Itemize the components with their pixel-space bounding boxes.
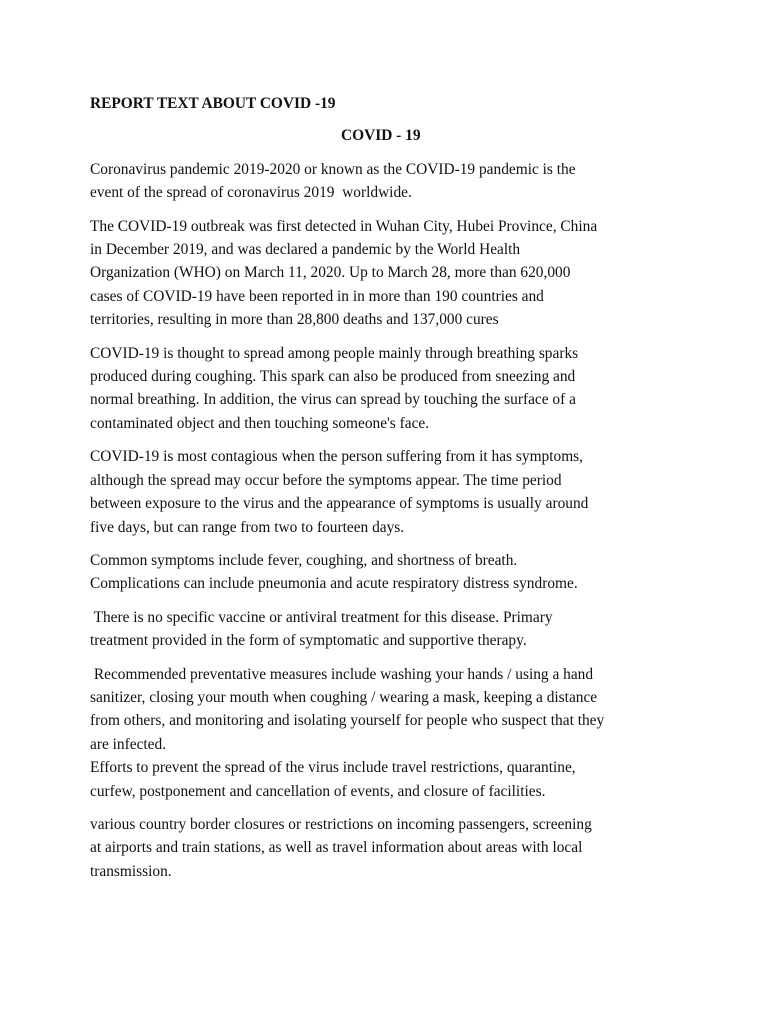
paragraph (90, 756, 690, 803)
paragraph-line: curfew, postponement and cancellation of events, and closure of facilities. (90, 782, 546, 800)
paragraph-line: COVID-19 is most contagious when the person suffering from it has symptoms, (90, 448, 584, 466)
paragraph-line: from others, and monitoring and isolating yourself for people who suspect that they (90, 712, 605, 730)
document-body (90, 92, 690, 883)
paragraph (90, 606, 690, 653)
paragraph-line: treatment provided in the form of symptomatic and supportive therapy. (90, 632, 527, 650)
paragraph (90, 663, 690, 757)
paragraph-line: normal breathing. In addition, the virus can spread by touching the surface of a (90, 391, 576, 409)
paragraph-line: various country border closures or restrictions on incoming passengers, screening (90, 815, 592, 833)
paragraph-line: are infected. (90, 735, 167, 753)
paragraph-line: territories, resulting in more than 28,800 deaths and 137,000 cures (90, 311, 499, 329)
paragraph-line: Recommended preventative measures include washing your hands / using a hand (90, 665, 594, 683)
paragraph-line: produced during coughing. This spark can also be produced from sneezing and (90, 368, 576, 386)
paragraph-line: although the spread may occur before the symptoms appear. The time period (90, 471, 562, 489)
paragraph-line: at airports and train stations, as well as travel information about areas with local (90, 839, 583, 857)
paragraph-line: The COVID-19 outbreak was first detected in Wuhan City, Hubei Province, China (90, 217, 598, 235)
paragraph (90, 445, 690, 539)
paragraph (90, 813, 690, 883)
paragraph-line: Common symptoms include fever, coughing, and shortness of breath. (90, 551, 518, 569)
paragraph-line: sanitizer, closing your mouth when coughing / wearing a mask, keeping a distance (90, 688, 598, 706)
paragraph-line: five days, but can range from two to fourteen days. (90, 518, 405, 536)
paragraph-line: contaminated object and then touching someone's face. (90, 414, 430, 432)
document-title: REPORT TEXT ABOUT COVID -19 (90, 95, 336, 112)
paragraph-list (90, 158, 690, 883)
paragraph (90, 215, 690, 332)
paragraph-line: COVID-19 is thought to spread among people mainly through breathing sparks (90, 344, 579, 362)
paragraph (90, 158, 690, 205)
paragraph-line: Organization (WHO) on March 11, 2020. Up to March 28, more than 620,000 (90, 264, 571, 282)
paragraph-line: Coronavirus pandemic 2019-2020 or known as the COVID-19 pandemic is the (90, 160, 576, 178)
paragraph (90, 342, 690, 436)
paragraph-line: Complications can include pneumonia and acute respiratory distress syndrome. (90, 575, 578, 593)
paragraph-line: in December 2019, and was declared a pandemic by the World Health (90, 241, 521, 259)
paragraph (90, 549, 690, 596)
document-subtitle: COVID - 19 (341, 127, 421, 145)
paragraph-line: event of the spread of coronavirus 2019 worldwide. (90, 184, 412, 202)
paragraph-line: cases of COVID-19 have been reported in in more than 190 countries and (90, 287, 544, 305)
paragraph-line: between exposure to the virus and the appearance of symptoms is usually around (90, 495, 589, 513)
paragraph-line: transmission. (90, 862, 172, 880)
paragraph-line: There is no specific vaccine or antiviral treatment for this disease. Primary (90, 608, 553, 626)
paragraph-line: Efforts to prevent the spread of the virus include travel restrictions, quarantine, (90, 759, 576, 777)
